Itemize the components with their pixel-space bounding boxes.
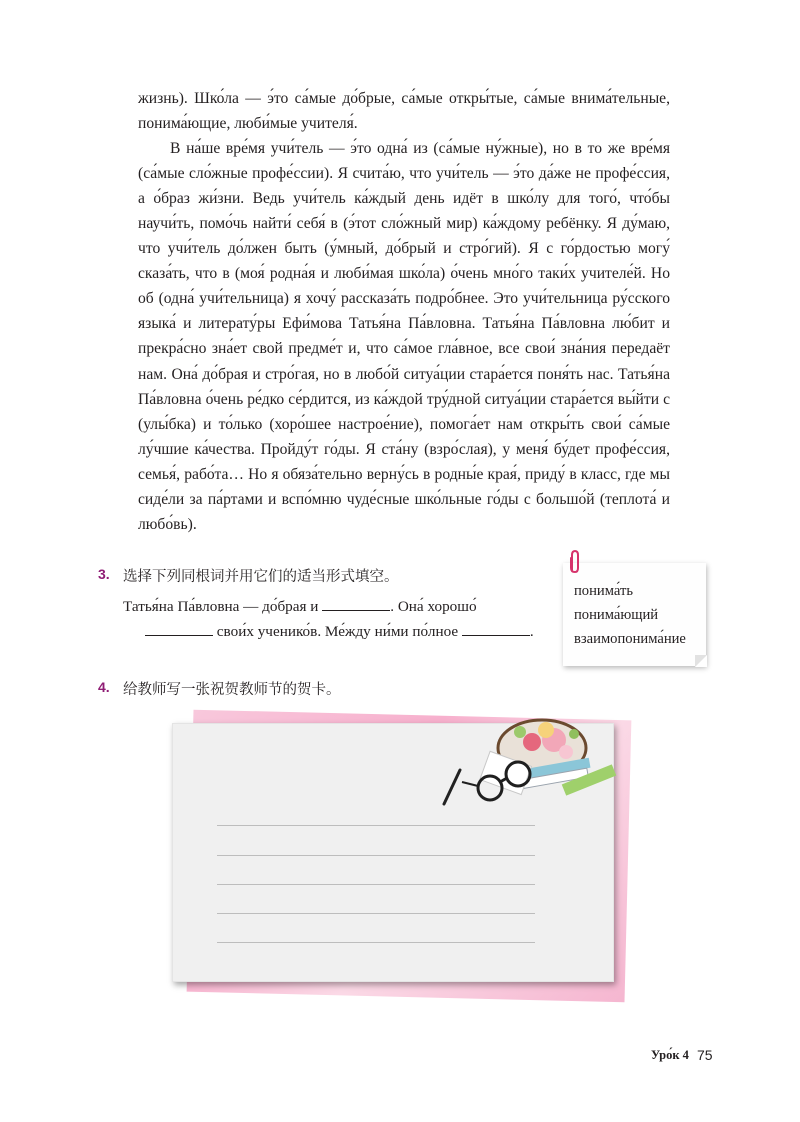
- exercise-4-number: 4.: [98, 679, 110, 695]
- page-fold-corner: [695, 655, 707, 667]
- exercise-3-text: [123, 594, 563, 644]
- exercise-3-line-1-start: Татья́на Па́вловна — до́брая и: [123, 598, 319, 615]
- paperclip-icon: [567, 549, 583, 575]
- word-bank-list: [574, 579, 686, 651]
- flower-icon: [538, 722, 554, 738]
- writing-line[interactable]: [217, 913, 535, 914]
- exercise-3-line-2-end: .: [529, 623, 534, 640]
- leaf-icon: [514, 726, 526, 738]
- page-number: 75: [697, 1047, 713, 1063]
- exercise-3-title: 选择下列同根词并用它们的适当形式填空。: [123, 569, 399, 585]
- blank-2[interactable]: [145, 623, 213, 636]
- lesson-label: Уро́к 4: [651, 1048, 689, 1062]
- flower-icon: [559, 745, 573, 759]
- exercise-3-line-1-end: . Она́ хорошо́: [390, 598, 477, 615]
- word-bank-item: понима́ть: [574, 583, 633, 599]
- reading-paragraph-1: жизнь). Шко́ла — э́то са́мые до́брые, са́мые откры́тые, са́мые внима́тельные, понима́ющие, люби́мые учителя́.: [138, 90, 670, 133]
- reading-paragraph-2: В на́ше вре́мя учи́тель — э́то одна́ из (са́мые ну́жные), но в то же вре́мя (са́мые сло́жные профе́ссии). Я счита́ю, что учи́тель — э́то да́же не профе́ссия, а о́браз жи́зни. Ведь учи́тель ка́ждый день идёт в шко́лу для того́, что́бы научи́ть, помо́чь найти́ себя́ в (э́тот сло́жный мир) ка́ждому ребёнку. Я ду́маю, что учи́тель до́лжен быть (у́мный, до́брый и стро́гий). Я с го́рдостью могу́ сказа́ть, что в (моя́ родна́я и люби́мая шко́ла) о́чень мно́го таки́х учителе́й. Но об (одна́ учи́тельница) я хочу́ рассказа́ть подро́бнее. Это учи́тельница ру́сского языка́ и литерату́ры Ефи́мова Татья́на Па́вловна. Татья́на Па́вловна лю́бит и прекра́сно зна́ет свой предме́т и, что са́мое гла́вное, все свои́ зна́ния передаёт нам. Она́ до́брая и стро́гая, но в любо́й ситуа́ции стара́ется поня́ть нас. Татья́на Па́вловна о́чень ре́дко се́рдится, из ка́ждой тру́дной ситуа́ции стара́ется вы́йти с (улы́бка) и то́лько (хоро́шее настрое́ние), помога́ет нам откры́ть свои́ са́мые лу́чшие ка́чества. Пройду́т го́ды. Я ста́ну (взро́слая), у меня́ бу́дет профе́ссия, семья́, рабо́та… Но я обяза́тельно верну́сь в родны́е края́, приду́ в класс, где мы сиде́ли за па́ртами и вспо́мню чуде́сные шко́льные го́ды с большо́й (теплота́ и любо́вь).: [138, 140, 670, 533]
- blank-1[interactable]: [322, 598, 390, 611]
- flower-icon: [523, 733, 541, 751]
- pen-icon: [444, 770, 460, 804]
- word-bank-card: [563, 563, 706, 666]
- writing-line[interactable]: [217, 855, 535, 856]
- writing-line[interactable]: [217, 825, 535, 826]
- word-bank-item: взаимопонима́ние: [574, 631, 686, 647]
- teacher-items-illustration: [434, 712, 626, 812]
- word-bank-item: понима́ющий: [574, 607, 659, 623]
- exercise-3-line-2: [123, 619, 563, 644]
- exercise-3-number: 3.: [98, 566, 110, 582]
- exercise-4-title: 给教师写一张祝贺教师节的贺卡。: [123, 682, 341, 698]
- leaf-icon: [569, 729, 579, 739]
- exercise-3-line-2-start: свои́х ученико́в. Ме́жду ни́ми по́лное: [216, 623, 459, 640]
- exercise-3-line-1: [123, 594, 563, 619]
- writing-line[interactable]: [217, 884, 535, 885]
- reading-passage: [138, 86, 670, 537]
- writing-line[interactable]: [217, 942, 535, 943]
- blank-3[interactable]: [462, 623, 530, 636]
